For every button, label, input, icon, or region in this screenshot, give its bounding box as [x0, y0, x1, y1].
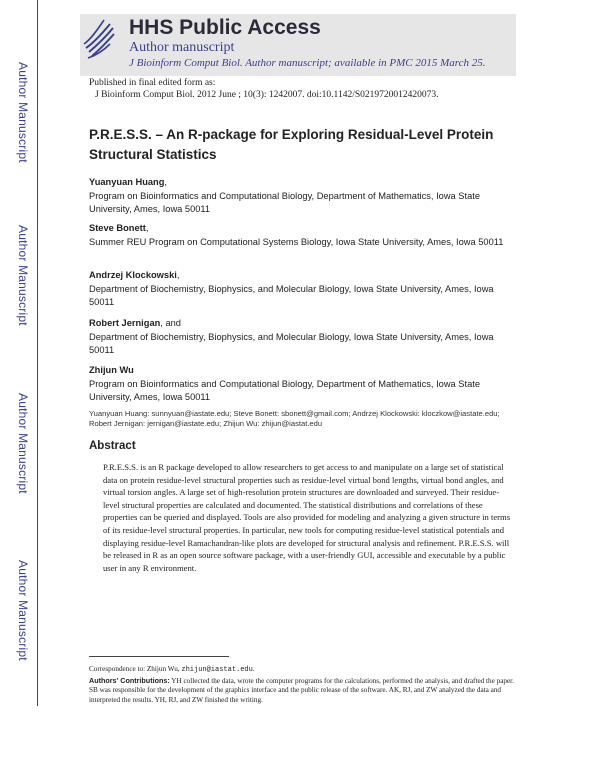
contributions-label: Authors' Contributions:: [89, 676, 170, 685]
correspondence-note: [89, 665, 255, 674]
author-affiliation: Summer REU Program on Computational Systems Biology, Iowa State University, Ames, Iowa 50011: [89, 236, 504, 247]
author-suffix: ,: [176, 270, 180, 280]
author-name: Andrzej Klockowski: [89, 270, 177, 280]
side-label-1: Author Manuscript: [16, 62, 30, 163]
citation-line: J Bioinform Comput Biol. 2012 June ; 10(3): 1242007. doi:10.1142/S0219720012420073.: [95, 90, 439, 100]
author-2: [89, 222, 514, 249]
author-affiliation: Department of Biochemistry, Biophysics, and Molecular Biology, Iowa State University, Ames, Iowa 50011: [89, 331, 494, 355]
correspondence-end: .: [252, 665, 255, 673]
author-1: [89, 176, 514, 217]
author-suffix: , and: [160, 318, 181, 328]
published-label: Published in final edited form as:: [89, 78, 216, 88]
author-name: Yuanyuan Huang: [89, 177, 165, 187]
author-suffix: ,: [164, 177, 168, 187]
author-5: [89, 364, 514, 405]
sidebar-divider: [37, 0, 38, 706]
author-name: Steve Bonett: [89, 223, 146, 233]
author-3: [89, 269, 514, 310]
hhs-eagle-icon: [80, 14, 118, 62]
side-label-2: Author Manuscript: [16, 225, 30, 326]
abstract-heading: Abstract: [89, 440, 136, 452]
author-manuscript-sidebar: [0, 0, 38, 776]
paper-title: P.R.E.S.S. – An R-package for Exploring Residual-Level Protein Structural Statistics: [89, 127, 494, 162]
author-affiliation: Program on Bioinformatics and Computational Biology, Department of Mathematics, Iowa State University, Ames, Iowa 50011: [89, 378, 481, 402]
correspondence-email[interactable]: zhijun@iastat.edu: [181, 666, 253, 674]
correspondence-label: Correspondence to: Zhijun Wu,: [89, 665, 180, 673]
abstract-body: P.R.E.S.S. is an R package developed to allow researchers to get access to and manipulate on a large set of statistical data on protein residue-level structural properties such as residue-level virtual bond lengths, virtual bond angles, and virtual torsion angles. A large set of high-resolution protein structures are downloaded and surveyed. Their residue-level structural properties are calculated and documented. The statistical distributions and correlations of these properties can be queried and displayed. Tools are also provided for modeling and analyzing a given structure in terms of its residue-level structural properties. In particular, new tools for computing residue-level statistical potentials and displaying residue-level Ramachandran-like plots are developed for structural analysis and refinement. P.R.E.S.S. will be released in R as an open source software package, with a user-friendly GUI, accessible and executable by a public user in any R environment.: [103, 462, 511, 573]
journal-availability: J Bioinform Comput Biol. Author manuscript; available in PMC 2015 March 25.: [129, 57, 486, 69]
contributions-note: [89, 676, 517, 705]
author-affiliation: Program on Bioinformatics and Computational Biology, Department of Mathematics, Iowa State University, Ames, Iowa 50011: [89, 190, 481, 214]
footnote-rule: [89, 656, 229, 657]
author-4: [89, 317, 514, 358]
header-subtitle: Author manuscript: [129, 40, 235, 55]
author-emails: Yuanyuan Huang: sunnyuan@iastate.edu; Steve Bonett: sbonett@gmail.com; Andrzej Klockowski: kloczkow@iastate.edu; Robert Jernigan: jernigan@iastate.edu; Zhijun Wu: zhijun@iastat.edu: [89, 409, 500, 428]
author-name: Robert Jernigan: [89, 318, 161, 328]
header-title: HHS Public Access: [129, 16, 321, 39]
author-name: Zhijun Wu: [89, 365, 134, 375]
author-suffix: ,: [145, 223, 149, 233]
header-journal-line: [129, 57, 486, 69]
side-label-3: Author Manuscript: [16, 393, 30, 494]
author-affiliation: Department of Biochemistry, Biophysics, and Molecular Biology, Iowa State University, Ames, Iowa 50011: [89, 283, 494, 307]
side-label-4: Author Manuscript: [16, 560, 30, 661]
contributions-text: YH collected the data, wrote the computer programs for the calculations, performed the analysis, and drafted the paper. SB was responsible for the development of the graphics interface and the public release of the software. AK, RJ, and ZW analyzed the data and interpreted the results. YH, RJ, and ZW finished the writing.: [89, 677, 514, 704]
